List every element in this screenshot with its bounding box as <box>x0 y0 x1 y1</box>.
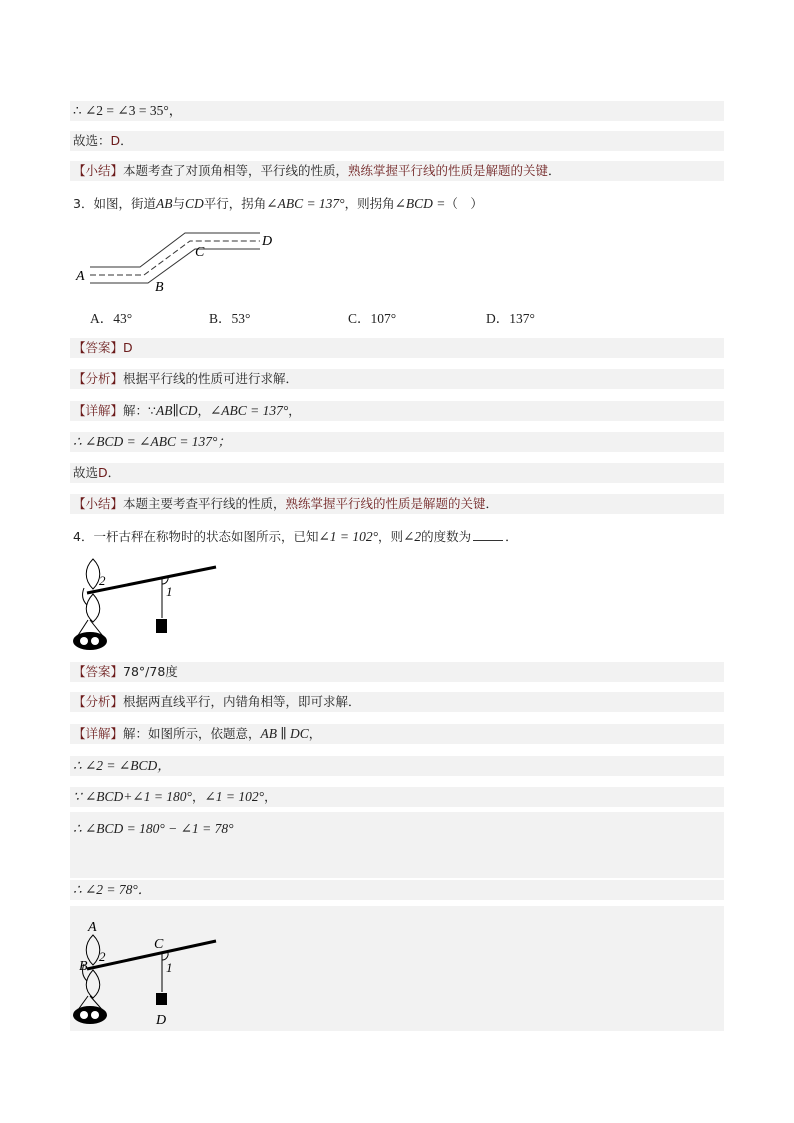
q4-stem-part: ，则 <box>378 529 404 544</box>
scale-pan <box>73 632 107 650</box>
q4-step4 <box>70 880 724 900</box>
q4-stem-part: 的度数为 <box>421 529 472 544</box>
label-b: B <box>155 280 164 295</box>
q3-step1-text: ∴ ∠BCD = ∠ABC = 137°； <box>73 434 231 449</box>
scale-pan-labeled <box>73 1006 107 1024</box>
q3-detail-part: 解：∵ <box>123 403 156 418</box>
q3-stem-part: 平行，拐角 <box>203 196 267 211</box>
q2-conclusion-text: ∴ ∠2 = ∠3 = 35°， <box>73 103 183 118</box>
q4-answer-value: 78°/78度 <box>123 664 178 679</box>
angle-label-1: 1 <box>166 584 173 599</box>
pan-hole-left-labeled <box>80 1011 88 1019</box>
q2-summary-tag: 【小结】 <box>73 163 124 178</box>
steelyard-beam <box>87 567 216 593</box>
q4-detail-part: ， <box>308 726 322 741</box>
angle-label-1-labeled: 1 <box>166 960 173 975</box>
q3-stem-part: ，则拐角 <box>344 196 395 211</box>
q2-summary-end: ． <box>548 163 561 178</box>
q4-detail-tag: 【详解】 <box>73 726 124 741</box>
q3-summary-end: ． <box>485 496 499 511</box>
lower-hook-loop-labeled <box>86 970 100 998</box>
q3-analysis-tag: 【分析】 <box>73 371 124 386</box>
weight-labeled <box>156 993 167 1005</box>
label-a: A <box>76 269 85 284</box>
q3-detail-math: AB∥CD <box>155 403 198 418</box>
point-label-d: D <box>156 1013 167 1028</box>
steelyard-labeled-figure <box>70 914 230 1029</box>
q4-step4-text: ∴ ∠2 = 78°． <box>73 882 152 897</box>
q4-step2 <box>70 787 724 807</box>
q4-step2-part: ， <box>191 789 205 804</box>
q3-detail-part: ， <box>197 403 210 418</box>
q3-option-a[interactable]: A．43° <box>90 311 133 326</box>
pan-hole-right-labeled <box>91 1011 99 1019</box>
q3-analysis <box>70 369 724 389</box>
q4-answer-blank[interactable] <box>473 528 503 541</box>
q4-figure-block <box>70 906 724 1031</box>
q3-stem-bracket: （ ） <box>445 196 483 211</box>
q4-stem-angle2: ∠2 <box>403 529 422 544</box>
pan-hole-left <box>80 637 88 645</box>
q3-option-d[interactable]: D．137° <box>486 311 535 326</box>
q4-stem-end: ． <box>505 529 518 544</box>
q3-detail-math: ∠ABC = 137° <box>209 403 289 418</box>
q2-summary-key: 熟练掌握平行线的性质是解题的关键 <box>348 163 549 178</box>
q3-stem-angle: ∠ABC = 137° <box>266 196 345 211</box>
street-center-line <box>90 241 260 275</box>
label-d: D <box>262 234 273 249</box>
street-bottom-edge <box>90 249 260 283</box>
q4-step3 <box>70 812 724 839</box>
weight <box>156 619 167 633</box>
q3-option-b[interactable]: B．53° <box>209 311 251 326</box>
angle-label-2-labeled: 2 <box>99 949 106 964</box>
q3-summary-key: 熟练掌握平行线的性质是解题的关键 <box>285 496 486 511</box>
point-label-a: A <box>88 920 97 935</box>
q4-step1 <box>70 756 724 776</box>
q4-detail-math: AB ∥ DC <box>260 726 309 741</box>
q4-stem-part: 4．一杆古秤在称物时的状态如图所示，已知 <box>73 529 319 544</box>
q3-answer-value: D <box>123 340 133 355</box>
upper-hook-loop <box>86 559 100 589</box>
q3-option-c[interactable]: C．107° <box>348 311 397 326</box>
q3-detail-tag: 【详解】 <box>73 403 124 418</box>
upper-hook-loop-labeled <box>86 935 100 965</box>
angle-label-2: 2 <box>99 573 106 588</box>
q4-step2-math: ∠1 = 102° <box>204 789 265 804</box>
q4-answer <box>70 662 724 682</box>
q3-answer <box>70 338 724 358</box>
q3-summary-tag: 【小结】 <box>73 496 124 511</box>
q3-choice-prefix: 故选 <box>73 465 99 480</box>
q3-stem-part: 与 <box>172 196 185 211</box>
lower-hook-loop <box>86 594 100 622</box>
q4-step1-text: ∴ ∠2 = ∠BCD， <box>73 758 171 773</box>
q3-detail <box>70 401 724 421</box>
q4-stem-angle: ∠1 = 102° <box>318 529 379 544</box>
q3-summary <box>70 494 724 514</box>
q3-analysis-text: 根据平行线的性质可进行求解． <box>123 371 299 386</box>
q4-analysis-tag: 【分析】 <box>73 694 124 709</box>
q3-detail-part: ， <box>288 403 301 418</box>
q4-step3-block <box>70 812 724 878</box>
q3-stem-part: 3．如图，街道 <box>73 196 156 211</box>
q3-choice-end: ． <box>107 465 121 480</box>
q2-summary <box>70 161 724 181</box>
q4-analysis <box>70 692 724 712</box>
q3-answer-tag: 【答案】 <box>73 340 124 355</box>
q3-stem <box>70 194 724 214</box>
q3-stem-ab: AB <box>155 196 173 211</box>
q4-step2-math: ∵ ∠BCD+∠1 = 180° <box>73 789 192 804</box>
q2-conclusion <box>70 101 724 121</box>
point-label-c: C <box>154 937 164 952</box>
street-figure <box>72 222 282 300</box>
q4-detail <box>70 724 724 744</box>
hook-curve <box>83 588 87 605</box>
q4-detail-part: 解：如图所示，依题意， <box>123 726 261 741</box>
point-label-b: B <box>79 959 88 974</box>
q2-choice <box>70 131 724 151</box>
steelyard-beam-labeled <box>87 941 216 969</box>
pan-hole-right <box>91 637 99 645</box>
street-top-edge <box>90 233 260 267</box>
q3-choice <box>70 463 724 483</box>
q4-step2-part: ， <box>264 789 277 804</box>
steelyard-figure <box>70 556 220 652</box>
q3-choice-answer: D <box>98 465 108 480</box>
q3-step1 <box>70 432 724 452</box>
q2-choice-answer: D <box>110 133 121 148</box>
q2-summary-text: 本题考查了对顶角相等，平行线的性质， <box>123 163 349 178</box>
q4-analysis-text: 根据两直线平行，内错角相等，即可求解． <box>123 694 361 709</box>
q4-answer-tag: 【答案】 <box>73 664 124 679</box>
q3-summary-text: 本题主要考查平行线的性质， <box>123 496 286 511</box>
q4-stem <box>70 527 724 547</box>
q3-stem-bcd: ∠BCD = <box>394 196 446 211</box>
q2-choice-end: ． <box>120 133 133 148</box>
label-c: C <box>195 245 205 260</box>
q2-choice-prefix: 故选： <box>73 133 111 148</box>
q3-stem-cd: CD <box>184 196 204 211</box>
q4-step3-text: ∴ ∠BCD = 180° − ∠1 = 78° <box>73 821 234 836</box>
